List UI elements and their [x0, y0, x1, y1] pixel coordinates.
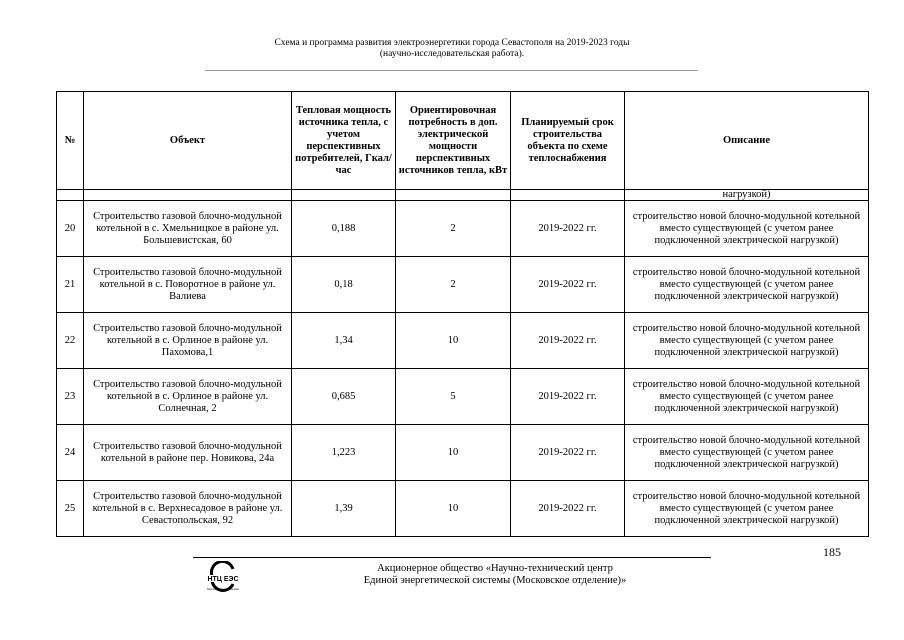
row-description: строительство новой блочно-модульной котельной вместо существующей (с учетом ранее подключенной электрической нагрузкой): [625, 369, 869, 425]
logo-subtext: Московское отделение: [207, 587, 239, 591]
footer-line-2: Единой энергетической системы (Московское отделение)»: [363, 575, 627, 586]
footer-divider: [193, 557, 711, 558]
row-object: Строительство газовой блочно-модульной котельной в с. Орлиное в районе ул. Солнечная, 2: [84, 369, 292, 425]
page-number: 185: [823, 545, 841, 559]
header-line-1: Схема и программа развития электроэнергетики города Севастополя на 2019-2023 годы: [274, 38, 630, 48]
row-num: 20: [57, 201, 84, 257]
row-term: 2019-2022 гг.: [511, 425, 625, 481]
row-heat-power: 0,685: [292, 369, 396, 425]
logo-text: НТЦ ЕЭС: [207, 576, 239, 583]
row-num: 24: [57, 425, 84, 481]
footer-line-1: Акционерное общество «Научно-технический центр: [377, 563, 613, 574]
row-description: строительство новой блочно-модульной котельной вместо существующей (с учетом ранее подключенной электрической нагрузкой): [625, 201, 869, 257]
row-elec-need: 2: [396, 201, 511, 257]
row-object: Строительство газовой блочно-модульной котельной в с. Хмельницкое в районе ул. Большевистская, 60: [84, 201, 292, 257]
row-term: 2019-2022 гг.: [511, 369, 625, 425]
row-description: строительство новой блочно-модульной котельной вместо существующей (с учетом ранее подключенной электрической нагрузкой): [625, 425, 869, 481]
ntc-ees-logo: [206, 561, 256, 593]
ntc-ees-logo-icon: [206, 561, 256, 593]
continuation-description: нагрузкой): [625, 190, 869, 201]
page-header: [0, 38, 904, 60]
col-header-heat-power: Тепловая мощность источника тепла, с учетом перспективных потребителей, Гкал/час: [292, 92, 396, 190]
table-row: [57, 369, 869, 425]
row-heat-power: 1,223: [292, 425, 396, 481]
row-elec-need: 2: [396, 257, 511, 313]
col-header-term: Планируемый срок строительства объекта по схеме теплоснабжения: [511, 92, 625, 190]
row-num: 22: [57, 313, 84, 369]
row-description: строительство новой блочно-модульной котельной вместо существующей (с учетом ранее подключенной электрической нагрузкой): [625, 481, 869, 537]
table-row: [57, 201, 869, 257]
row-num: 21: [57, 257, 84, 313]
row-description: строительство новой блочно-модульной котельной вместо существующей (с учетом ранее подключенной электрической нагрузкой): [625, 313, 869, 369]
row-elec-need: 10: [396, 481, 511, 537]
row-object: Строительство газовой блочно-модульной котельной в с. Поворотное в районе ул. Валиева: [84, 257, 292, 313]
row-heat-power: 1,34: [292, 313, 396, 369]
continuation-row: [57, 190, 869, 201]
col-header-elec-need: Ориентировочная потребность в доп. электрической мощности перспективных источников тепла, кВт: [396, 92, 511, 190]
row-object: Строительство газовой блочно-модульной котельной в с. Орлиное в районе ул. Пахомова,1: [84, 313, 292, 369]
table-row: [57, 425, 869, 481]
row-description: строительство новой блочно-модульной котельной вместо существующей (с учетом ранее подключенной электрической нагрузкой): [625, 257, 869, 313]
row-elec-need: 5: [396, 369, 511, 425]
row-term: 2019-2022 гг.: [511, 481, 625, 537]
col-header-description: Описание: [625, 92, 869, 190]
table-row: [57, 313, 869, 369]
table-cell: [292, 190, 396, 201]
row-elec-need: 10: [396, 313, 511, 369]
row-heat-power: 0,18: [292, 257, 396, 313]
row-object: Строительство газовой блочно-модульной котельной в с. Верхнесадовое в районе ул. Севастопольская, 92: [84, 481, 292, 537]
row-num: 23: [57, 369, 84, 425]
row-term: 2019-2022 гг.: [511, 201, 625, 257]
row-heat-power: 0,188: [292, 201, 396, 257]
table-header-row: [57, 92, 869, 190]
row-object: Строительство газовой блочно-модульной котельной в районе пер. Новикова, 24а: [84, 425, 292, 481]
table-row: [57, 481, 869, 537]
table-cell: [396, 190, 511, 201]
header-line-2: (научно-исследовательская работа).: [379, 49, 525, 59]
table-row: [57, 257, 869, 313]
footer-organization: [300, 563, 690, 587]
col-header-object: Объект: [84, 92, 292, 190]
row-term: 2019-2022 гг.: [511, 257, 625, 313]
row-heat-power: 1,39: [292, 481, 396, 537]
col-header-num: №: [57, 92, 84, 190]
table-cell: [57, 190, 84, 201]
row-num: 25: [57, 481, 84, 537]
table-cell: [84, 190, 292, 201]
row-elec-need: 10: [396, 425, 511, 481]
header-divider: [205, 70, 698, 71]
projects-table: [56, 91, 869, 537]
row-term: 2019-2022 гг.: [511, 313, 625, 369]
table-cell: [511, 190, 625, 201]
